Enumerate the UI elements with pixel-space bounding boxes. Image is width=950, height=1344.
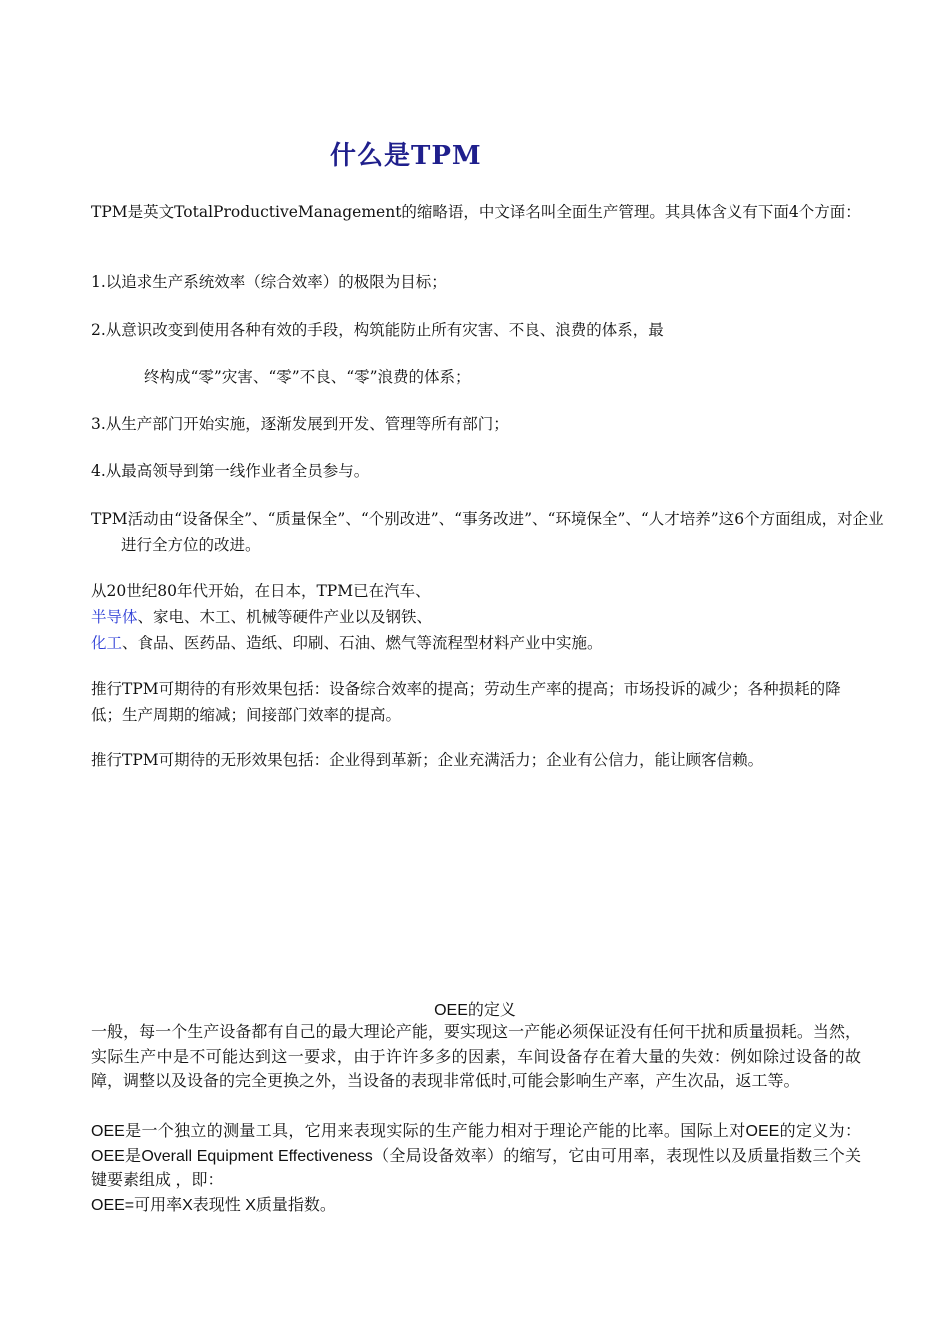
semiconductor-link[interactable]: 半导体 — [91, 608, 138, 626]
point-2-continued: 终构成“零”灾害、“零”不良、“零”浪费的体系； — [144, 368, 471, 386]
history-line-1: 从20世纪80年代开始，在日本，TPM已在汽车、 — [91, 582, 431, 600]
history-line-2-text: 、家电、木工、机械等硬件产业以及钢铁、 — [137, 608, 433, 626]
history-line-2 — [91, 604, 861, 630]
intro-paragraph: TPM是英文TotalProductiveManagement的缩略语，中文译名叫全面生产管理。其具体含义有下面4个方面： — [91, 203, 861, 221]
tangible-effects-paragraph: 推行TPM可期待的有形效果包括：设备综合效率的提高；劳动生产率的提高；市场投诉的减少；各种损耗的降低；生产周期的缩减；间接部门效率的提高。 — [91, 680, 841, 724]
oee-paragraph-1: 一般，每一个生产设备都有自己的最大理论产能，要实现这一产能必须保证没有任何干扰和质量损耗。当然，实际生产中是不可能达到这一要求，由于许许多多的因素，车间设备存在着大量的失效：例如除过设备的故障，调整以及设备的完全更换之外，当设备的表现非常低时,可能会影响生产率，产生次品，返工等。 — [91, 1024, 861, 1090]
history-paragraph — [91, 578, 861, 656]
activities-paragraph: TPM活动由“设备保全”、“质量保全”、“个别改进”、“事务改进”、“环境保全”、“人才培养”这6个方面组成，对企业进行全方位的改进。 — [91, 510, 884, 554]
history-line-3-text: 、食品、医药品、造纸、印刷、石油、燃气等流程型材料产业中实施。 — [122, 634, 603, 652]
intangible-effects-paragraph: 推行TPM可期待的无形效果包括：企业得到革新；企业充满活力；企业有公信力，能让顾客信赖。 — [91, 751, 764, 769]
point-3: 3.从生产部门开始实施，逐渐发展到开发、管理等所有部门； — [91, 415, 509, 433]
oee-paragraph-2: OEE是一个独立的测量工具，它用来表现实际的生产能力相对于理论产能的比率。国际上对OEE的定义为：OEE是Overall Equipment Effectiveness（全局设备效率）的缩写，它由可用率，表现性以及质量指数三个关键要素组成 ，即： — [91, 1123, 861, 1189]
point-2: 2.从意识改变到使用各种有效的手段，构筑能防止所有灾害、不良、浪费的体系，最 — [91, 321, 664, 339]
page-title: 什么是TPM — [330, 141, 482, 171]
point-4: 4.从最高领导到第一线作业者全员参与。 — [91, 462, 370, 480]
oee-heading: OEE的定义 — [434, 1002, 516, 1019]
oee-formula: OEE=可用率X表现性 X质量指数。 — [91, 1197, 336, 1214]
point-1: 1.以追求生产系统效率（综合效率）的极限为目标； — [91, 273, 447, 291]
history-line-3 — [91, 630, 861, 656]
chemical-link[interactable]: 化工 — [91, 634, 123, 652]
